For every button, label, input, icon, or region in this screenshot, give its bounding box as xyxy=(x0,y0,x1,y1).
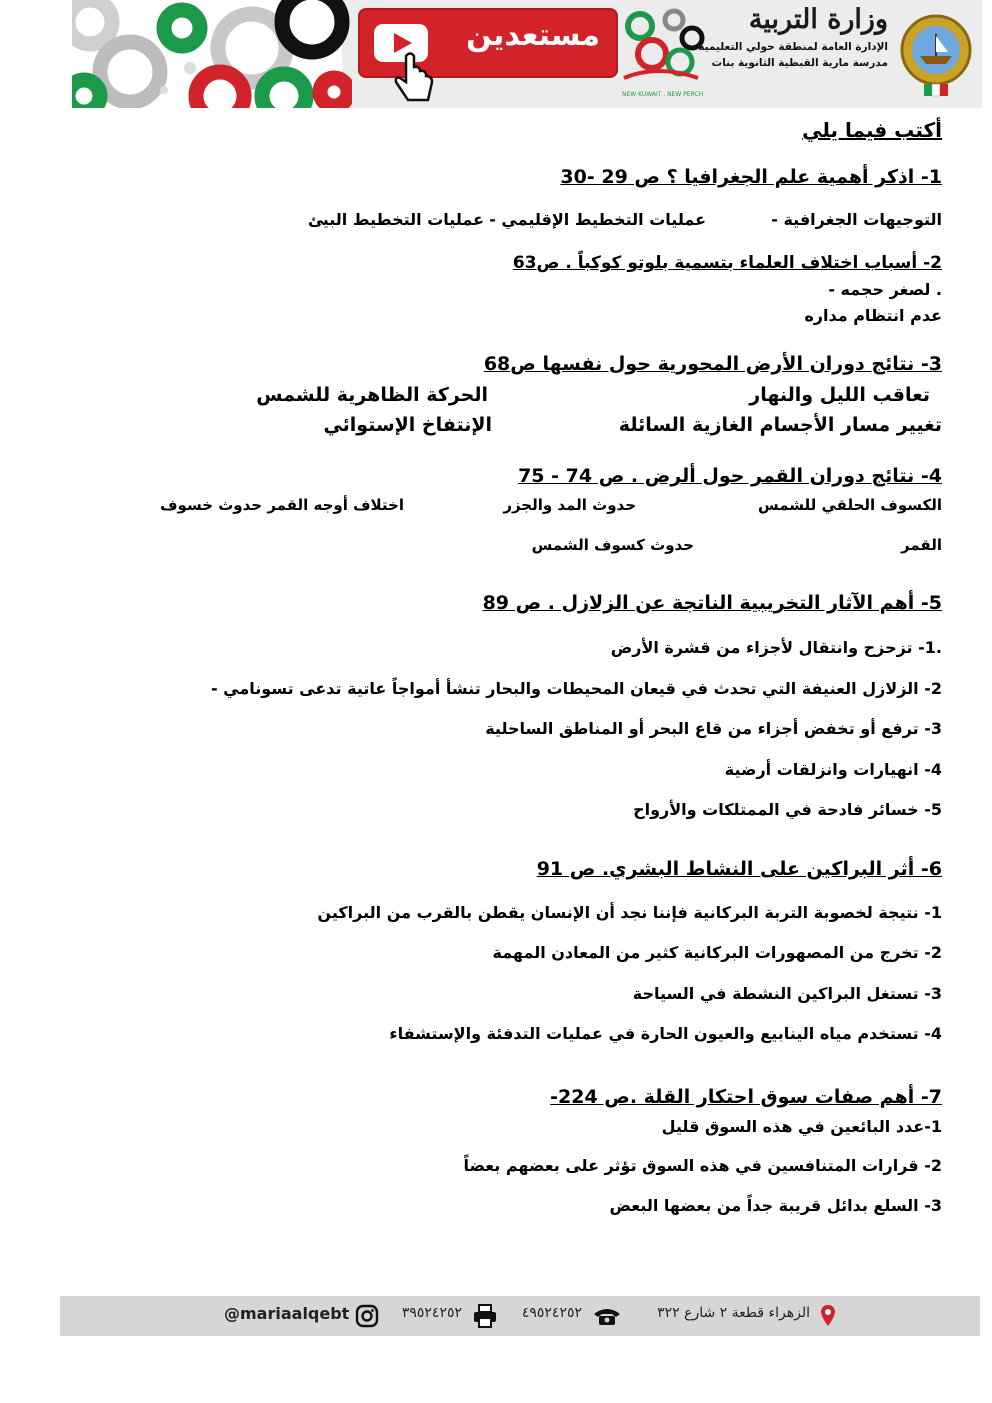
q4-answer-3: اختلاف أوجه القمر حدوث خسوف xyxy=(160,496,404,514)
kuwait-emblem-icon xyxy=(896,4,976,104)
gears-decoration-icon xyxy=(72,0,352,108)
q5-answer-1: .1- تزحزح وانتقال لأجزاء من قشرة الأرض xyxy=(610,638,942,657)
q7-answer-2: 2- قرارات المتنافسين في هذه السوق تؤثر على بعضهم بعضاً xyxy=(463,1156,942,1175)
q4-answer-2: حدوث المد والجزر xyxy=(503,496,636,514)
q6-answer-1: 1- نتيجة لخصوبة التربة البركانية فإننا نجد أن الإنسان يقطن بالقرب من البراكين xyxy=(317,903,942,922)
q5-heading: 5- أهم الآثار التخريبية الناتجة عن الزلازل . ص 89 xyxy=(482,592,942,614)
location-pin-icon xyxy=(820,1304,836,1328)
q4-answer-4: القمر xyxy=(901,536,942,554)
q6-answer-2: 2- تخرج من المصهورات البركانية كثير من المعادن المهمة xyxy=(492,943,942,962)
q2-answer-1: . لصغر حجمه - xyxy=(828,280,942,299)
q3-answer-3: تغيير مسار الأجسام الغازية السائلة xyxy=(618,414,942,436)
q4-answer-1: الكسوف الحلقي للشمس xyxy=(758,496,942,514)
q3-heading: 3- نتائج دوران الأرض المحورية حول نفسها ص68 xyxy=(483,353,942,375)
q3-answer-4: الإنتفاخ الإستوائي xyxy=(323,414,492,436)
q6-answer-4: 4- تستخدم مياه الينابيع والعيون الحارة في عمليات التدفئة والإستشفاء xyxy=(389,1024,942,1043)
district-name: الإدارة العامة لمنطقة حولي التعليمية xyxy=(698,41,888,53)
footer-instagram-handle[interactable]: @mariaalqebt xyxy=(224,1304,350,1323)
q5-answer-3: 3- ترفع أو تخفض أجزاء من قاع البحر أو المناطق الساحلية xyxy=(485,719,942,738)
footer-fax: ٣٩٥٢٤٢٥٢ xyxy=(401,1305,462,1321)
footer-address: الزهراء قطعة ٢ شارع ٣٢٢ xyxy=(657,1305,810,1321)
q7-answer-3: 3- السلع بدائل قريبة جداً من بعضها البعض xyxy=(609,1196,942,1215)
q1-answer-1: التوجيهات الجغرافية - xyxy=(771,210,942,229)
q1-heading: 1- اذكر أهمية علم الجغرافيا ؟ ص 29 -30 xyxy=(560,166,942,188)
footer-phone: ٤٩٥٢٤٢٥٢ xyxy=(521,1305,582,1321)
q5-answer-5: 5- خسائر فادحة في الممتلكات والأرواح xyxy=(633,800,942,819)
q2-heading: 2- أسباب اختلاف العلماء بتسمية بلوتو كوكباً . ص63 xyxy=(512,253,942,273)
q7-heading: 7- أهم صفات سوق احتكار القلة .ص 224- xyxy=(550,1086,942,1108)
logo-tagline: NEW KUWAIT . NEW PERCH xyxy=(622,91,704,98)
q5-answer-2: 2- الزلازل العنيفة التي تحدث في قيعان المحيطات والبحار تنشأ أمواجاً عاتية تدعى تسونامي - xyxy=(210,679,942,698)
q4-answer-5: حدوث كسوف الشمس xyxy=(531,536,694,554)
q3-answer-1: تعاقب الليل والنهار xyxy=(749,384,930,406)
q1-answer-2: عمليات التخطيط الإقليمي - xyxy=(489,210,706,229)
instagram-icon[interactable] xyxy=(355,1304,379,1328)
q3-answer-2: الحركة الظاهرية للشمس xyxy=(256,384,488,406)
q1-answer-3: عمليات التخطيط البيئ xyxy=(308,210,484,229)
q4-heading: 4- نتائج دوران القمر حول ألرض . ص 74 - 75 xyxy=(518,465,942,487)
q6-answer-3: 3- تستغل البراكين النشطة في السياحة xyxy=(632,984,942,1003)
channel-label: مستعدين xyxy=(466,18,600,53)
school-name: مدرسة مارية القبطية الثانوية بنات xyxy=(711,57,888,69)
hand-cursor-icon xyxy=(392,52,436,104)
fax-printer-icon xyxy=(473,1304,497,1328)
q2-answer-2: عدم انتظام مداره xyxy=(804,306,942,325)
q5-answer-4: 4- انهيارات وانزلقات أرضية xyxy=(724,760,942,779)
phone-icon xyxy=(592,1306,622,1326)
ministry-block xyxy=(698,4,888,69)
page-title: أكتب فيما يلي xyxy=(802,118,942,142)
q6-heading: 6- أثر البراكين على النشاط البشري. ص 91 xyxy=(536,858,942,880)
ministry-title: وزارة التربية xyxy=(748,4,888,35)
header-banner xyxy=(72,0,982,108)
q7-answer-1: 1-عدد البائعين في هذه السوق قليل xyxy=(661,1117,942,1136)
footer-bar xyxy=(60,1296,980,1336)
school-logo-icon xyxy=(618,4,708,104)
